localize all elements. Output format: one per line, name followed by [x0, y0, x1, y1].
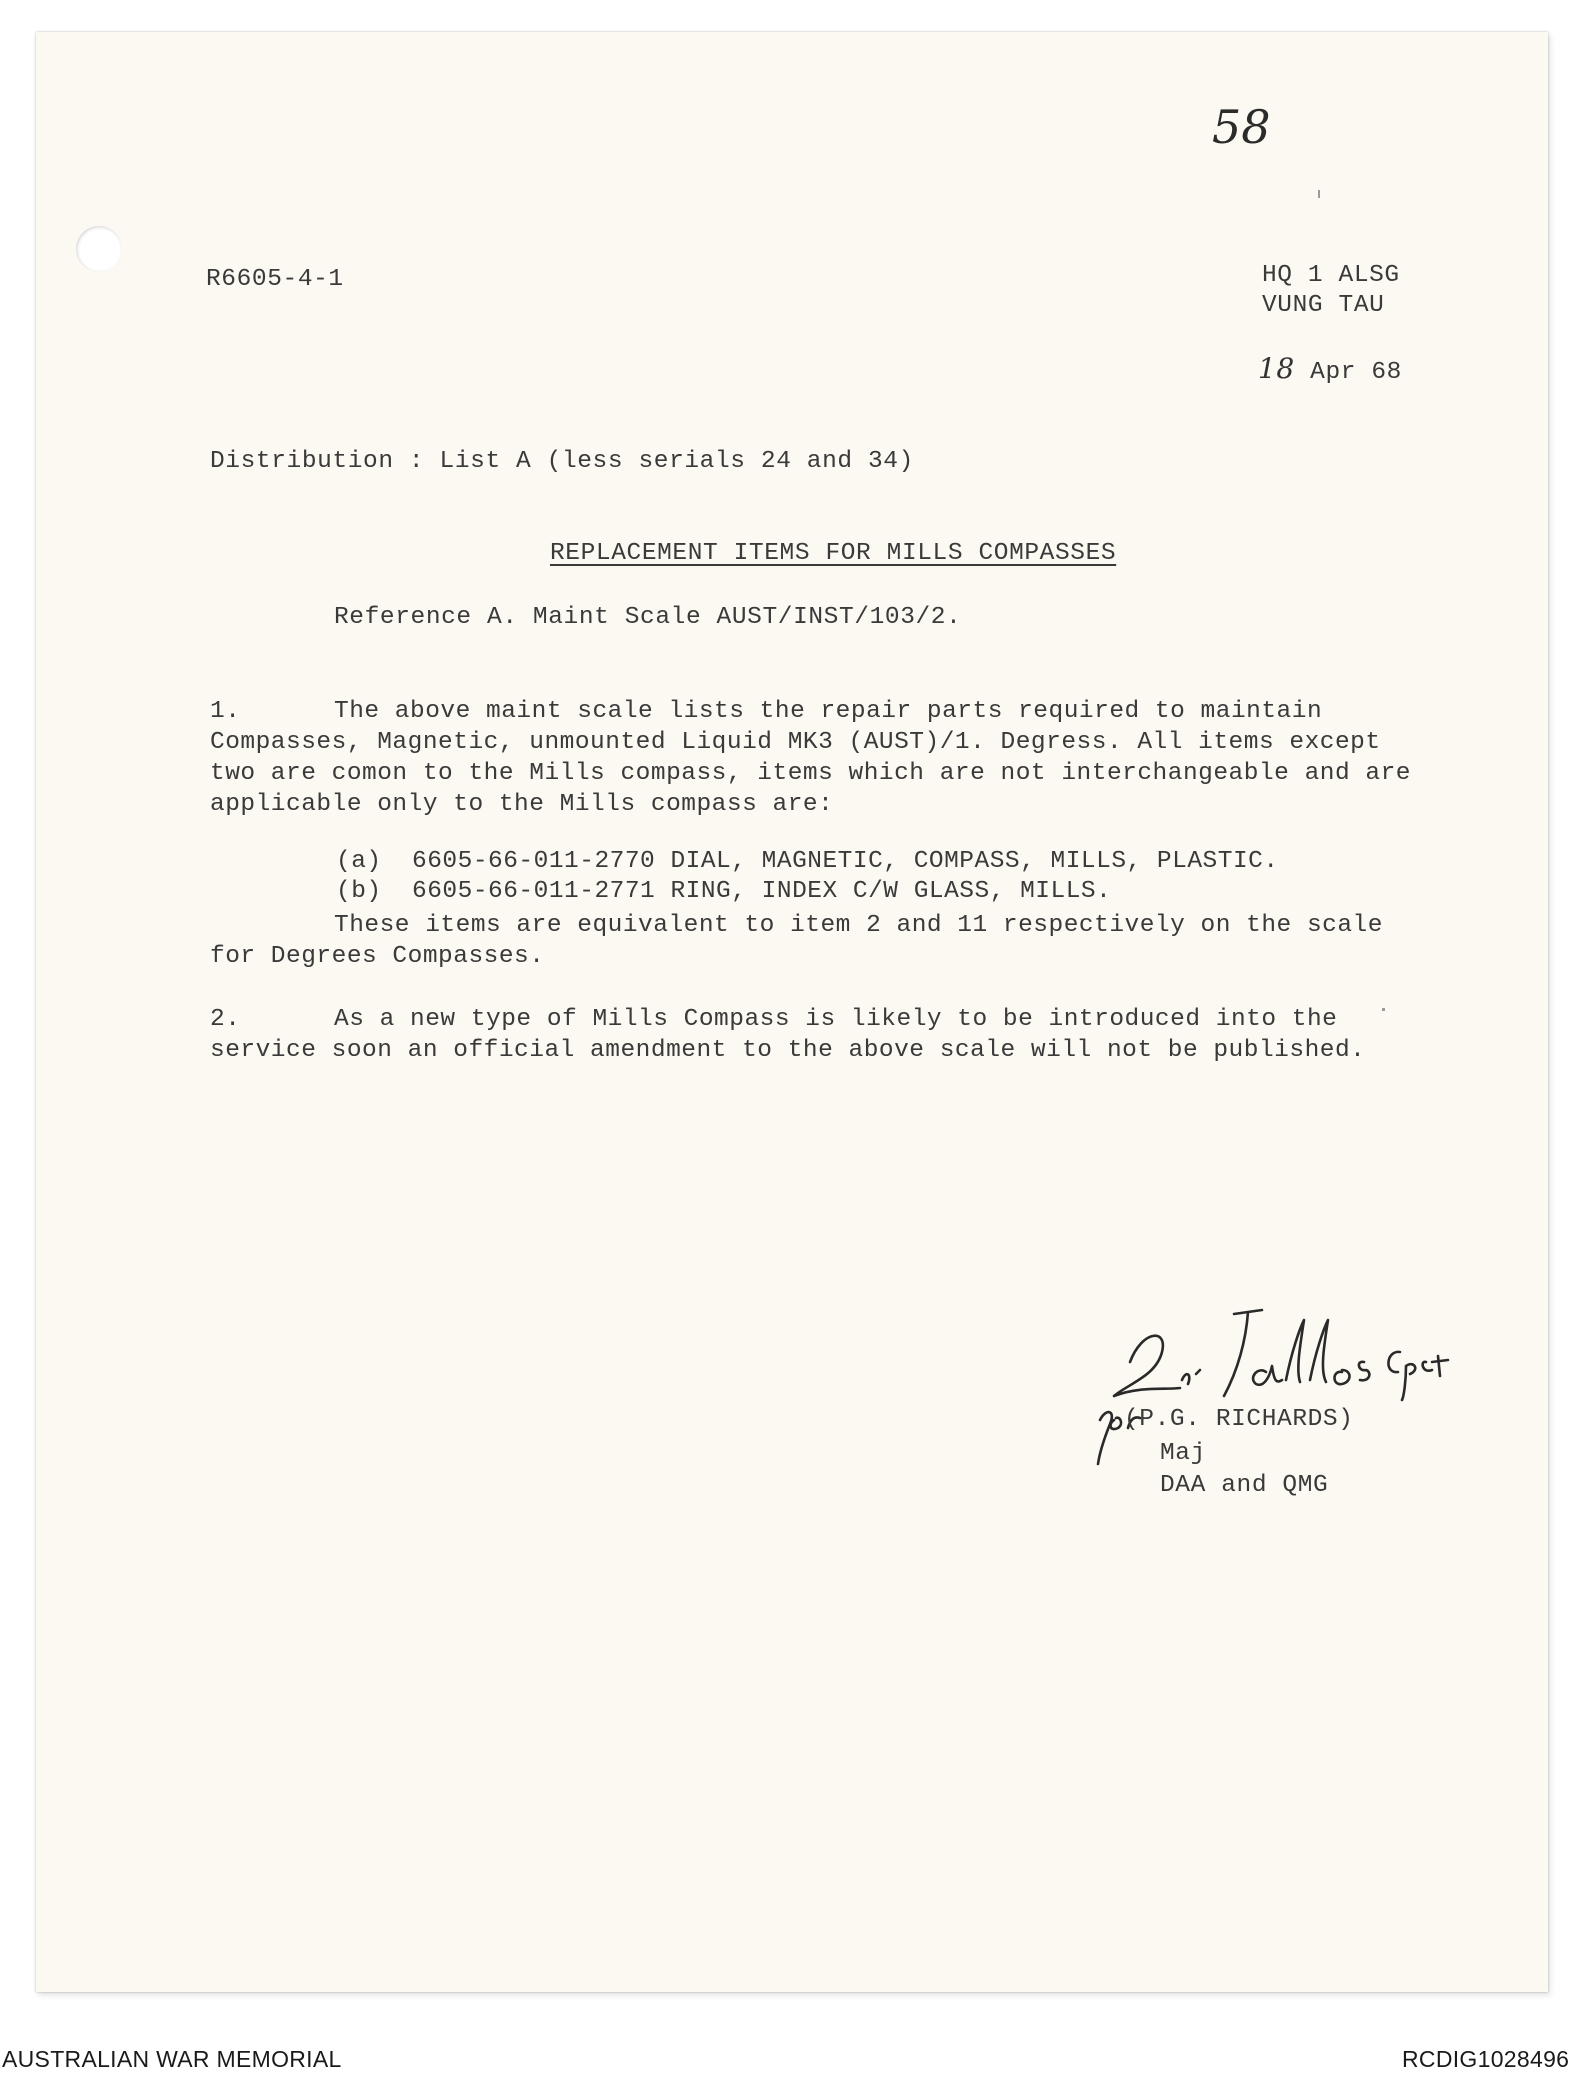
- date-month-year: Apr 68: [1294, 359, 1402, 386]
- signatory-appointment: DAA and QMG: [1160, 1472, 1329, 1499]
- paragraph-1-closing: [210, 910, 1450, 972]
- paragraph-1-line: The above maint scale lists the repair parts required to maintain: [334, 698, 1323, 725]
- document-title: REPLACEMENT ITEMS FOR MILLS COMPASSES: [550, 540, 1117, 567]
- paragraph-2: [210, 1004, 1450, 1066]
- list-item-b: (b) 6605-66-011-2771 RING, INDEX C/W GLASS, MILLS.: [336, 878, 1112, 905]
- file-reference-number: R6605-4-1: [206, 266, 344, 293]
- paragraph-1-line: applicable only to the Mills compass are:: [210, 791, 834, 818]
- date-day-handwritten: 18: [1258, 352, 1295, 385]
- paper-speck: [1382, 1008, 1385, 1011]
- list-item-a: (a) 6605-66-011-2770 DIAL, MAGNETIC, COMPASS, MILLS, PLASTIC.: [336, 848, 1279, 875]
- document-date: [1258, 352, 1402, 386]
- paragraph-1-line: Compasses, Magnetic, unmounted Liquid MK3 (AUST)/1. Degress. All items except: [210, 729, 1381, 756]
- reference-line: Reference A. Maint Scale AUST/INST/103/2.: [334, 604, 962, 631]
- paper-speck: [1318, 190, 1320, 198]
- closing-line: These items are equivalent to item 2 and 11 respectively on the scale: [334, 912, 1383, 939]
- paragraph-1: [210, 696, 1450, 820]
- signatory-name: (P.G. RICHARDS): [1124, 1406, 1354, 1433]
- signatory-rank: Maj: [1160, 1440, 1206, 1467]
- paragraph-2-line: service soon an official amendment to the above scale will not be published.: [210, 1037, 1366, 1064]
- paragraph-1-line: two are comon to the Mills compass, items which are not interchangeable and are: [210, 760, 1411, 787]
- paragraph-1-number: 1.: [210, 698, 241, 725]
- headquarters-line: HQ 1 ALSG: [1262, 262, 1400, 289]
- closing-line: for Degrees Compasses.: [210, 943, 545, 970]
- punch-hole: [76, 226, 122, 272]
- handwritten-signature: [1070, 1300, 1490, 1480]
- handwritten-page-number: 58: [1212, 100, 1271, 154]
- paragraph-2-line: As a new type of Mills Compass is likely to be introduced into the: [334, 1006, 1338, 1033]
- location-line: VUNG TAU: [1262, 292, 1385, 319]
- distribution-line: Distribution : List A (less serials 24 and 34): [210, 448, 914, 475]
- footer-record-id: RCDIG1028496: [1402, 2046, 1570, 2072]
- footer-archive-name: AUSTRALIAN WAR MEMORIAL: [2, 2046, 342, 2072]
- paragraph-2-number: 2.: [210, 1006, 241, 1033]
